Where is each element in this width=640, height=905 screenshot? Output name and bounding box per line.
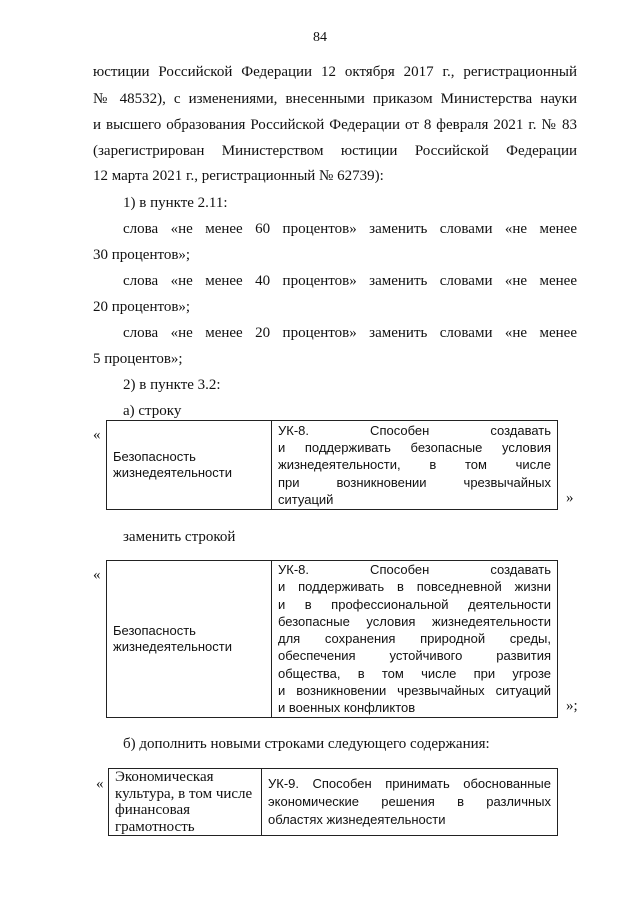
- paragraph-line: слова «не менее 60 процентов» заменить словами «не менее: [123, 221, 577, 237]
- paragraph-line: (зарегистрирован Министерством юстиции Российской Федерации: [93, 143, 577, 159]
- discipline-line: грамотность: [115, 818, 195, 835]
- page-number: 84: [313, 30, 327, 45]
- competence-line: и поддерживать безопасные условия: [278, 440, 551, 456]
- opening-quote: «: [96, 776, 104, 792]
- opening-quote: «: [93, 427, 101, 443]
- discipline-line: культура, в том числе: [115, 785, 253, 802]
- paragraph-line: № 48532), с изменениями, внесенными приказом Министерства науки: [93, 91, 577, 107]
- competence-line: УК-8. Способен создавать: [278, 422, 551, 438]
- paragraph-line: и высшего образования Российской Федерации от 8 февраля 2021 г. № 83: [93, 117, 577, 133]
- discipline-cell: Безопасность жизнедеятельности: [107, 421, 272, 510]
- competence-line: экономические решения в различных: [268, 794, 551, 809]
- closing-quote: »;: [566, 698, 578, 714]
- competence-line: для сохранения природной среды,: [278, 631, 551, 647]
- competence-line: жизнедеятельности, в том числе: [278, 457, 551, 473]
- competence-cell: [262, 769, 558, 836]
- table-row-original: [106, 420, 558, 510]
- competence-line: УК-8. Способен создавать: [278, 562, 551, 577]
- paragraph-line: 20 процентов»;: [93, 299, 191, 315]
- competence-line: и в профессиональной деятельности: [278, 596, 551, 612]
- competence-line: областях жизнедеятельности: [268, 812, 446, 827]
- paragraph-line: а) строку: [123, 403, 182, 419]
- discipline-cell: Безопасность жизнедеятельности: [107, 561, 272, 718]
- paragraph-line: б) дополнить новыми строками следующего содержания:: [123, 736, 490, 752]
- competence-cell: [272, 561, 558, 718]
- paragraph-line: слова «не менее 20 процентов» заменить словами «не менее: [123, 325, 577, 341]
- competence-line: и военных конфликтов: [278, 700, 416, 716]
- table-row-replacement: [106, 560, 558, 718]
- discipline-cell: [109, 769, 262, 836]
- paragraph-line: 12 марта 2021 г., регистрационный № 62739):: [93, 168, 384, 184]
- table-row-new: [108, 768, 558, 836]
- competence-line: и возникновении чрезвычайных ситуаций: [278, 683, 551, 699]
- competence-line: обеспечения устойчивого развития: [278, 648, 551, 664]
- paragraph-line: заменить строкой: [123, 529, 236, 545]
- paragraph-line: слова «не менее 40 процентов» заменить словами «не менее: [123, 273, 577, 289]
- paragraph-line: 1) в пункте 2.11:: [123, 195, 228, 211]
- competence-line: УК-9. Способен принимать обоснованные: [268, 776, 551, 791]
- competence-line: при возникновении чрезвычайных: [278, 474, 551, 490]
- competence-line: и поддерживать в повседневной жизни: [278, 579, 551, 595]
- closing-quote: »: [566, 490, 574, 506]
- paragraph-line: 30 процентов»;: [93, 247, 191, 263]
- paragraph-line: 5 процентов»;: [93, 351, 183, 367]
- paragraph-line: 2) в пункте 3.2:: [123, 377, 221, 393]
- paragraph-line: юстиции Российской Федерации 12 октября 2017 г., регистрационный: [93, 64, 577, 80]
- competence-line: безопасные условия жизнедеятельности: [278, 613, 551, 629]
- competence-cell: [272, 421, 558, 510]
- opening-quote: «: [93, 567, 101, 583]
- discipline-line: Экономическая: [115, 769, 214, 785]
- discipline-line: финансовая: [115, 802, 191, 818]
- competence-line: общества, в том числе при угрозе: [278, 665, 551, 681]
- competence-line: ситуаций: [278, 491, 334, 507]
